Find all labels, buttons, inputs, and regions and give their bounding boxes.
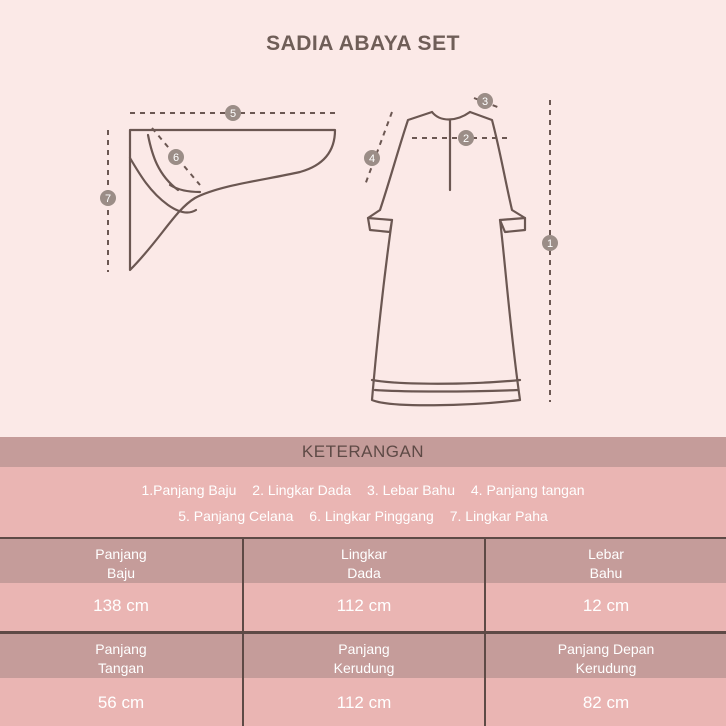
legend-item: 5. Panjang Celana [178,508,294,524]
size-label-row [0,634,726,678]
legend-item: 7. Lingkar Paha [449,508,548,524]
legend-item: 1.Panjang Baju [141,482,237,498]
size-value-row [0,678,726,726]
legend-line-1 [0,482,726,498]
size-value-cell: 138 cm [93,596,149,615]
size-label-row [0,539,726,583]
size-value-cell: 112 cm [242,583,484,631]
legend-item: 2. Lingkar Dada [252,482,352,498]
size-label-cell: Panjang Tangan [95,641,147,676]
size-value-cell: 56 cm [97,693,145,712]
size-label-cell: Panjang Kerudung [242,634,484,678]
size-label-cell: Lebar Bahu [484,539,726,583]
legend-item: 4. Panjang tangan [470,482,585,498]
garment-illustration [0,80,726,420]
marker-5-label: 5 [229,108,237,120]
marker-1-label: 1 [546,238,554,250]
size-label-cell: Lingkar Dada [242,539,484,583]
size-value-cell: 82 cm [484,678,726,726]
marker-2-label: 2 [462,133,470,145]
legend-item: 3. Lebar Bahu [367,482,455,498]
legend-item: 6. Lingkar Pinggang [309,508,434,524]
page-title: SADIA ABAYA SET [266,32,460,55]
abaya-drawing [368,112,525,405]
size-label-cell: Panjang Depan Kerudung [484,634,726,678]
size-label-cell: Panjang Baju [95,546,147,581]
keterangan-legend [0,467,726,537]
keterangan-heading: KETERANGAN [0,437,726,467]
size-table [0,537,726,726]
marker-4-label: 4 [368,153,376,165]
marker-6-label: 6 [172,152,180,164]
size-value-cell: 12 cm [484,583,726,631]
size-value-row [0,583,726,631]
veil-drawing [130,130,335,270]
size-value-cell: 112 cm [242,678,484,726]
legend-line-2 [0,508,726,524]
marker-7-label: 7 [104,193,112,205]
marker-3-label: 3 [481,96,489,108]
